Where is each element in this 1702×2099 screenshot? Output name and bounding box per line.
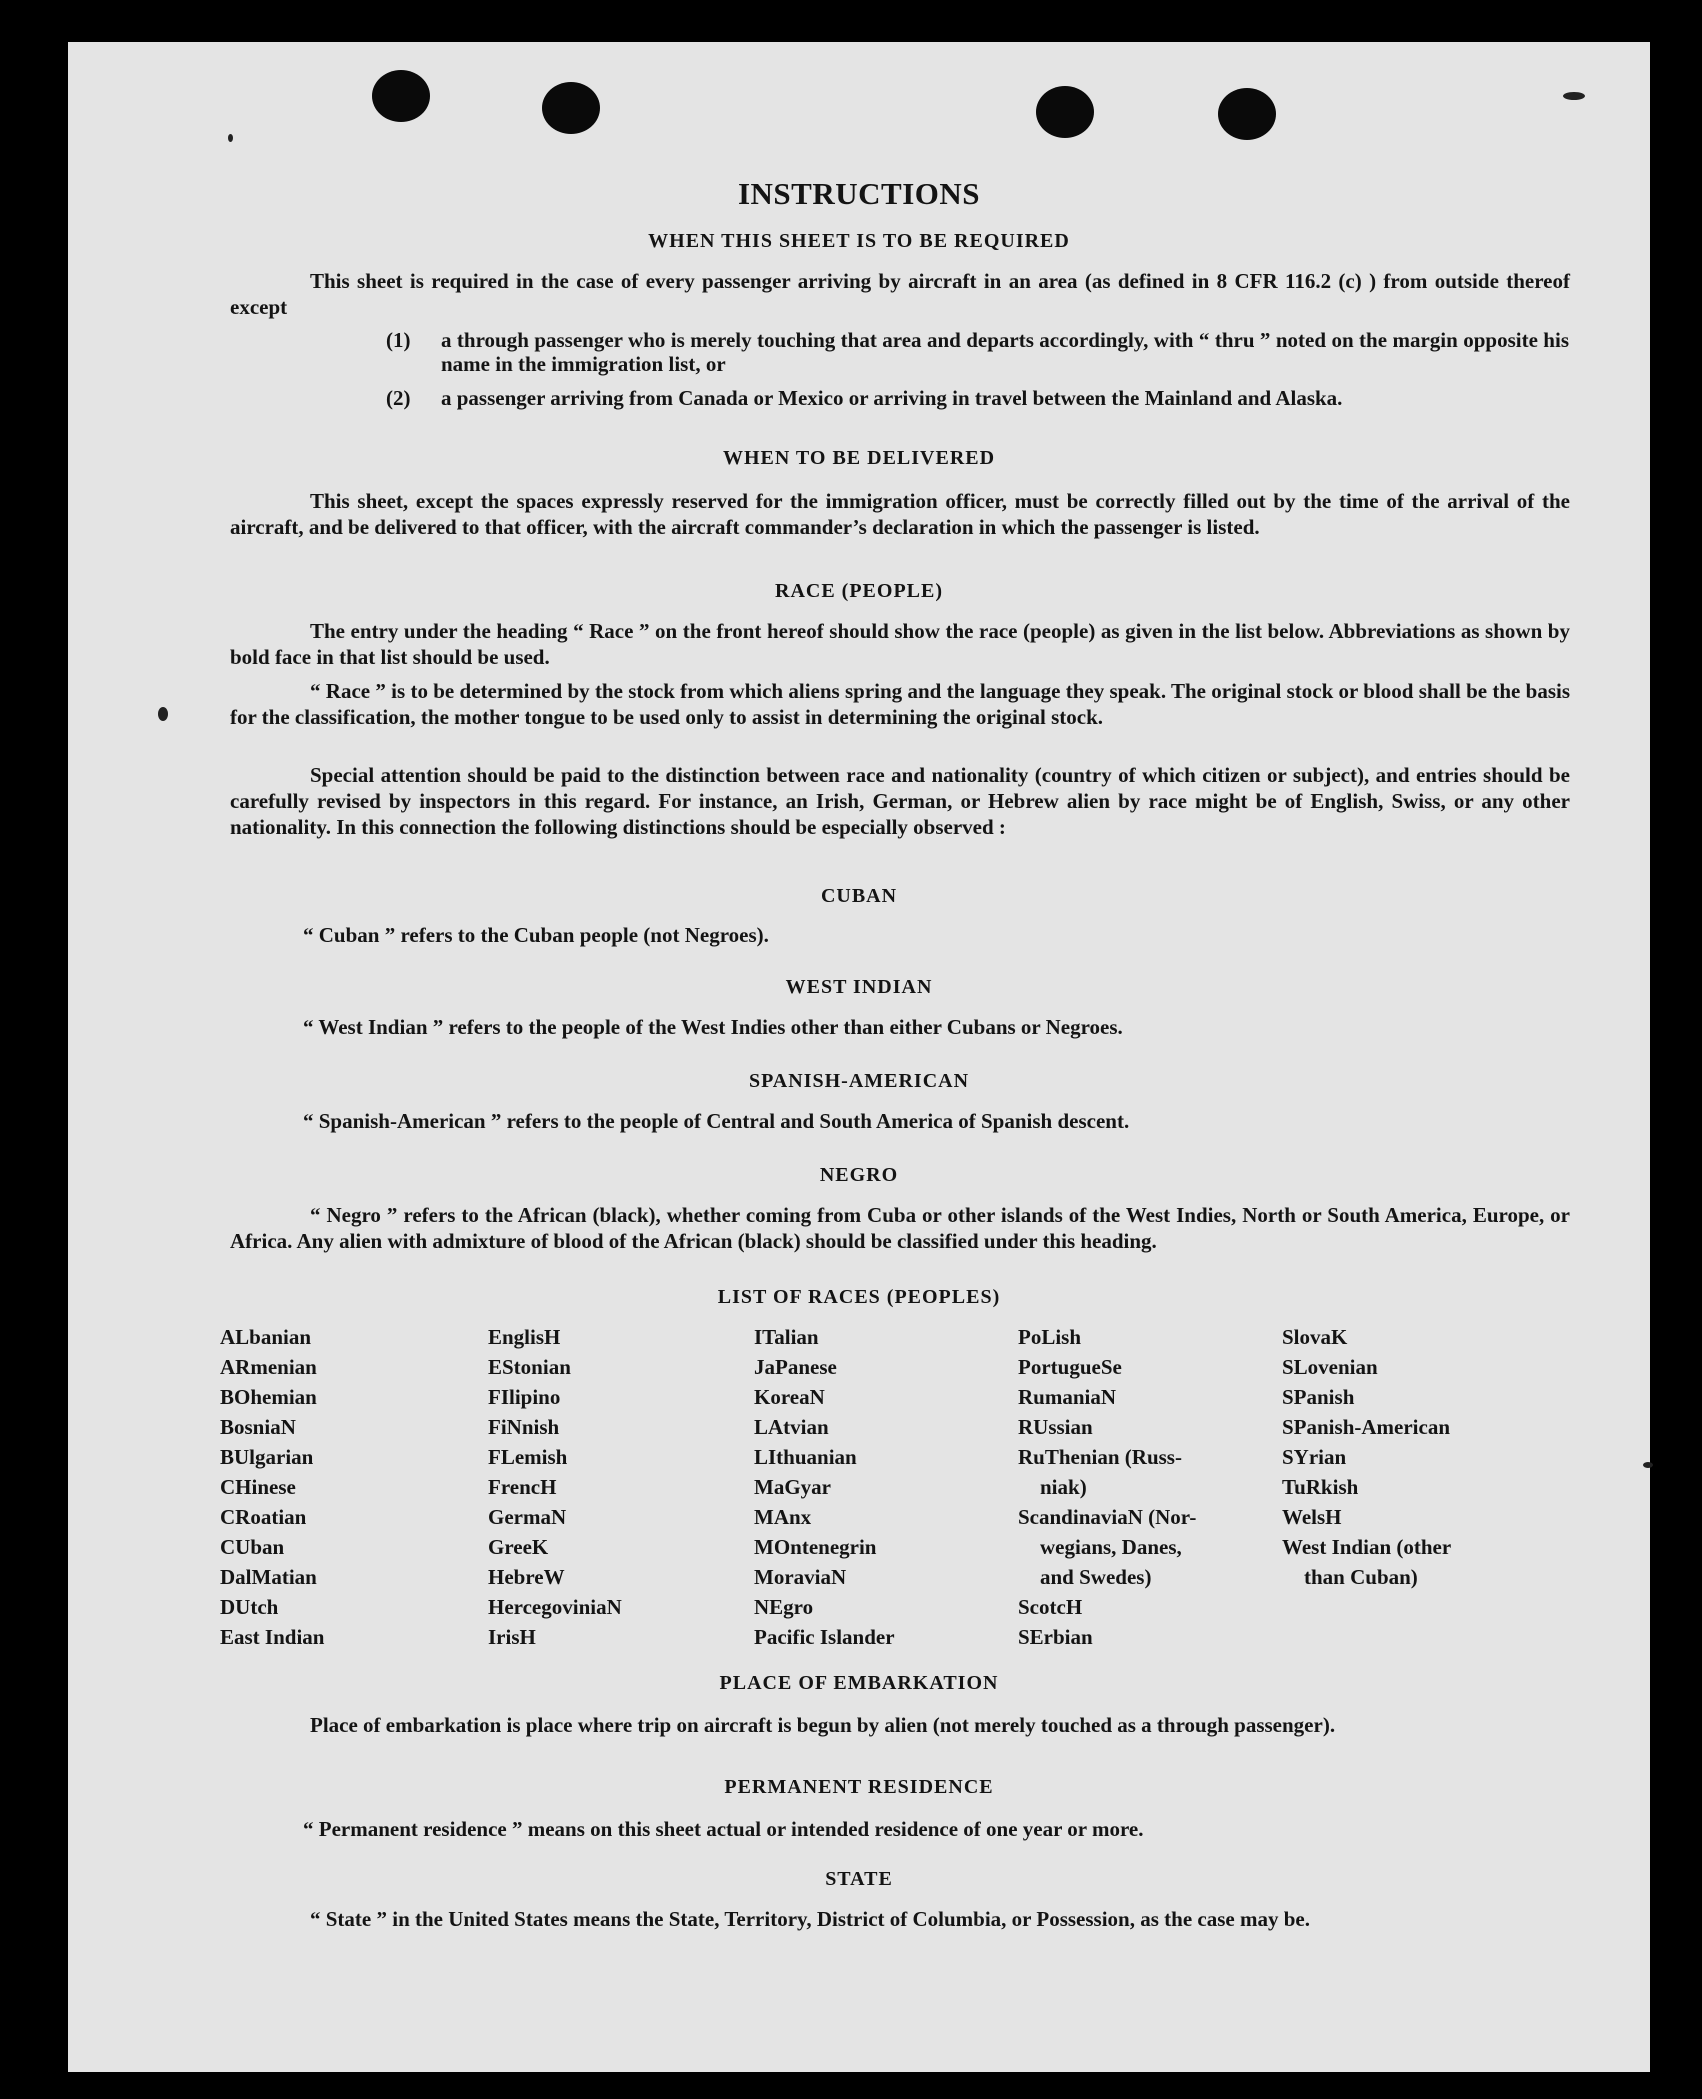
race-entry: BOhemian: [220, 1385, 317, 1409]
section-heading: PERMANENT RESIDENCE: [724, 1776, 994, 1798]
race-entry: WelsH: [1282, 1505, 1342, 1529]
section-heading: RACE (PEOPLE): [775, 580, 943, 602]
section-text: “ Cuban ” refers to the Cuban people (not Negroes).: [303, 923, 769, 947]
race-entry: FrencH: [488, 1475, 557, 1499]
race-entry: SlovaK: [1282, 1325, 1348, 1349]
section-heading: SPANISH-AMERICAN: [748, 1070, 970, 1092]
section-heading: WHEN THIS SHEET IS TO BE REQUIRED: [648, 230, 1070, 252]
race-column: [1018, 1322, 1196, 1652]
race-entry: FIlipino: [488, 1385, 561, 1409]
race-entry: Pacific Islander: [754, 1625, 895, 1649]
section-text: “ State ” in the United States means the State, Territory, District of Columbia, or Possession, as the case may be.: [310, 1907, 1310, 1931]
race-entry: RuThenian (Russ-: [1018, 1445, 1182, 1469]
race-entry: LAtvian: [754, 1415, 829, 1439]
race-entry: JaPanese: [754, 1355, 837, 1379]
section-text: Special attention should be paid to the distinction between race and nationality (country of which citizen or subject), and entries should be carefully revised by inspectors in this regard. For instance, an Irish, German, or Hebrew alien by race might be of English, Swiss, or any other nationality. In this connection the following distinctions should be especially observed :: [230, 763, 1570, 839]
document-page: [68, 42, 1650, 2072]
race-entry: FLemish: [488, 1445, 568, 1469]
page-title: INSTRUCTIONS: [737, 176, 980, 211]
race-entry: ScandinaviaN (Nor-: [1018, 1505, 1197, 1529]
race-entry: CUban: [220, 1535, 285, 1559]
item-number: (2): [386, 386, 411, 410]
item-number: (1): [386, 328, 411, 352]
section-heading: LIST OF RACES (PEOPLES): [717, 1286, 1001, 1308]
race-entry: IrisH: [488, 1625, 536, 1649]
race-entry: LIthuanian: [754, 1445, 857, 1469]
race-entry: PoLish: [1018, 1325, 1082, 1349]
section-heading: PLACE OF EMBARKATION: [719, 1672, 999, 1694]
section-text: “ Spanish-American ” refers to the people of Central and South America of Spanish descent.: [303, 1109, 1130, 1133]
section-text: “ West Indian ” refers to the people of the West Indies other than either Cubans or Negroes.: [303, 1015, 1123, 1039]
section-text: “ Negro ” refers to the African (black), whether coming from Cuba or other islands of the West Indies, North or South America, Europe, or Africa. Any alien with admixture of blood of the African (black) should be classified under this heading.: [230, 1203, 1570, 1253]
race-entry: than Cuban): [1304, 1565, 1418, 1589]
race-entry: FiNnish: [488, 1415, 560, 1439]
race-entry: BUlgarian: [220, 1445, 314, 1469]
race-entry: niak): [1040, 1475, 1087, 1499]
race-entry: East Indian: [220, 1625, 325, 1649]
race-entry: DUtch: [220, 1595, 279, 1619]
race-entry: and Swedes): [1040, 1565, 1152, 1589]
race-entry: CHinese: [220, 1475, 296, 1499]
race-entry: SYrian: [1282, 1445, 1347, 1469]
race-entry: ScotcH: [1018, 1595, 1083, 1619]
race-entry: EnglisH: [488, 1325, 561, 1349]
race-entry: SLovenian: [1282, 1355, 1378, 1379]
section-heading: WHEN TO BE DELIVERED: [722, 447, 996, 469]
race-column: [488, 1322, 622, 1652]
section-text: The entry under the heading “ Race ” on the front hereof should show the race (people) as given in the list below. Abbreviations as shown by bold face in that list should be used.: [230, 619, 1570, 669]
section-heading: WEST INDIAN: [785, 976, 933, 998]
section-heading: NEGRO: [819, 1164, 899, 1186]
race-entry: MaGyar: [754, 1475, 831, 1499]
section-text: Place of embarkation is place where trip on aircraft is begun by alien (not merely touched as a through passenger).: [310, 1713, 1336, 1737]
race-entry: SPanish: [1282, 1385, 1355, 1409]
section-text: This sheet is required in the case of every passenger arriving by aircraft in an area (as defined in 8 CFR 116.2 (c) ) from outside thereof except: [230, 269, 1570, 319]
race-entry: SPanish-American: [1282, 1415, 1450, 1439]
race-entry: CRoatian: [220, 1505, 307, 1529]
race-entry: MoraviaN: [754, 1565, 847, 1589]
race-column: [754, 1322, 895, 1652]
section-text: “ Permanent residence ” means on this sheet actual or intended residence of one year or more.: [303, 1817, 1144, 1841]
section-heading: CUBAN: [820, 885, 898, 907]
list-item: [386, 386, 1571, 438]
race-entry: ITalian: [754, 1325, 819, 1349]
race-column: [220, 1322, 324, 1652]
section-heading: STATE: [825, 1868, 893, 1890]
race-entry: DalMatian: [220, 1565, 317, 1589]
race-entry: SErbian: [1018, 1625, 1093, 1649]
race-entry: HebreW: [488, 1565, 565, 1589]
section-text: “ Race ” is to be determined by the stock from which aliens spring and the language they speak. The original stock or blood shall be the basis for the classification, the mother tongue to be used only to assist in determining the original stock.: [230, 679, 1570, 729]
race-entry: EStonian: [488, 1355, 571, 1379]
race-entry: NEgro: [754, 1595, 814, 1619]
race-entry: RumaniaN: [1018, 1385, 1117, 1409]
race-entry: GreeK: [488, 1535, 549, 1559]
race-entry: MAnx: [754, 1505, 812, 1529]
list-item: [386, 328, 1571, 380]
race-entry: PortugueSe: [1018, 1355, 1122, 1379]
race-entry: West Indian (other: [1282, 1535, 1452, 1559]
race-entry: ALbanian: [220, 1325, 312, 1349]
race-entry: GermaN: [488, 1505, 567, 1529]
item-text: a passenger arriving from Canada or Mexico or arriving in travel between the Mainland and Alaska.: [441, 386, 1343, 410]
race-entry: HercegoviniaN: [488, 1595, 622, 1619]
race-entry: RUssian: [1018, 1415, 1093, 1439]
section-text: This sheet, except the spaces expressly reserved for the immigration officer, must be correctly filled out by the time of the arrival of the aircraft, and be delivered to that officer, with the aircraft commander’s declaration in which the passenger is listed.: [230, 489, 1570, 539]
race-entry: MOntenegrin: [754, 1535, 877, 1559]
race-entry: ARmenian: [220, 1355, 317, 1379]
race-entry: TuRkish: [1282, 1475, 1359, 1499]
race-column: [1282, 1322, 1451, 1592]
race-entry: BosniaN: [220, 1415, 296, 1439]
race-entry: wegians, Danes,: [1040, 1535, 1182, 1559]
item-text: a through passenger who is merely touching that area and departs accordingly, with “ thru ” noted on the margin opposite his name in the immigration list, or: [441, 328, 1569, 376]
race-entry: KoreaN: [754, 1385, 825, 1409]
